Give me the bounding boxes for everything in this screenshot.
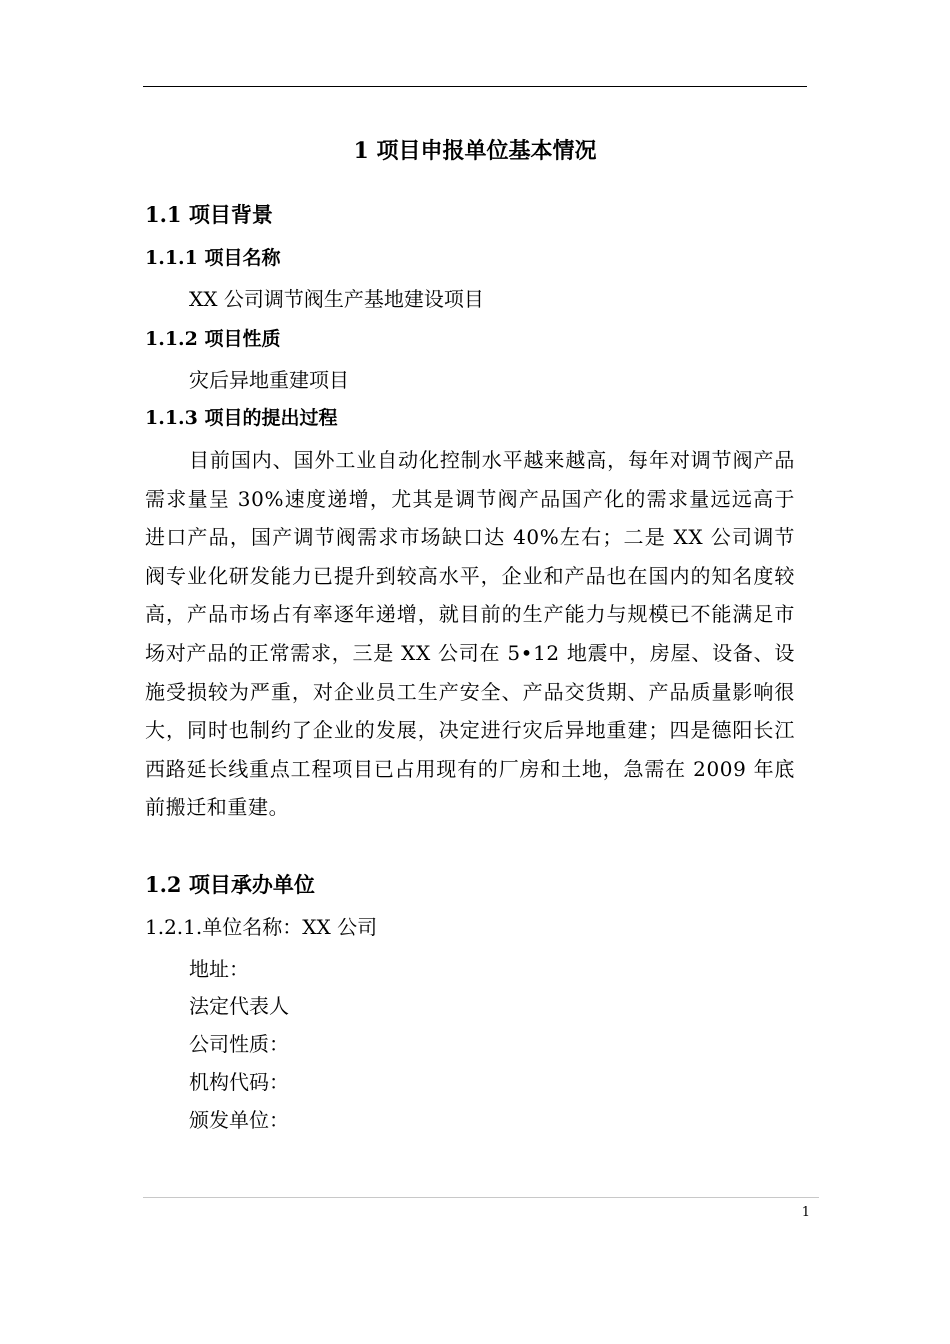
section-heading-1-2: 1.2 项目承办单位 (145, 872, 315, 897)
project-name-text: XX 公司调节阀生产基地建设项目 (189, 287, 484, 311)
subsection-heading-project-process: 1.1.3 项目的提出过程 (145, 407, 338, 429)
unit-name-line: 1.2.1.单位名称：XX 公司 (145, 915, 378, 939)
chapter-title: 1 项目申报单位基本情况 (353, 138, 597, 164)
project-process-paragraph: 目前国内、国外工业自动化控制水平越来越高，每年对调节阀产品需求量呈 30%速度递增，尤其是调节阀产品国产化的需求量远远高于进口产品，国产调节阀需求市场缺口达 40%左右；二是 XX 公司调节阀专业化研发能力已提升到较高水平，企业和产品也在国内的知名度较高，产品市场占有率逐年递增，就目前的生产能力与规模已不能满足市场对产品的正常需求，三是 XX 公司在 5•12 地震中，房屋、设备、设施受损较为严重，对企业员工生产安全、产品交货期、产品质量影响很大，同时也制约了企业的发展，决定进行灾后异地重建；四是德阳长江西路延长线重点工程项目已占用现有的厂房和土地，急需在 2009 年底前搬迁和重建。 (145, 448, 795, 820)
section-heading-1-1: 1.1 项目背景 (145, 202, 273, 227)
page-number: 1 (801, 1205, 810, 1220)
project-nature-text: 灾后异地重建项目 (189, 368, 349, 392)
field-address: 地址： (189, 957, 249, 981)
subsection-heading-project-nature: 1.1.2 项目性质 (145, 328, 281, 350)
field-legal-representative: 法定代表人 (189, 994, 289, 1018)
header-rule (143, 86, 807, 87)
field-issuing-unit: 颁发单位： (189, 1108, 289, 1132)
subsection-heading-project-name: 1.1.1 项目名称 (145, 247, 281, 269)
footer-rule (143, 1197, 819, 1198)
field-company-nature: 公司性质： (189, 1032, 289, 1056)
field-organization-code: 机构代码： (189, 1070, 289, 1094)
